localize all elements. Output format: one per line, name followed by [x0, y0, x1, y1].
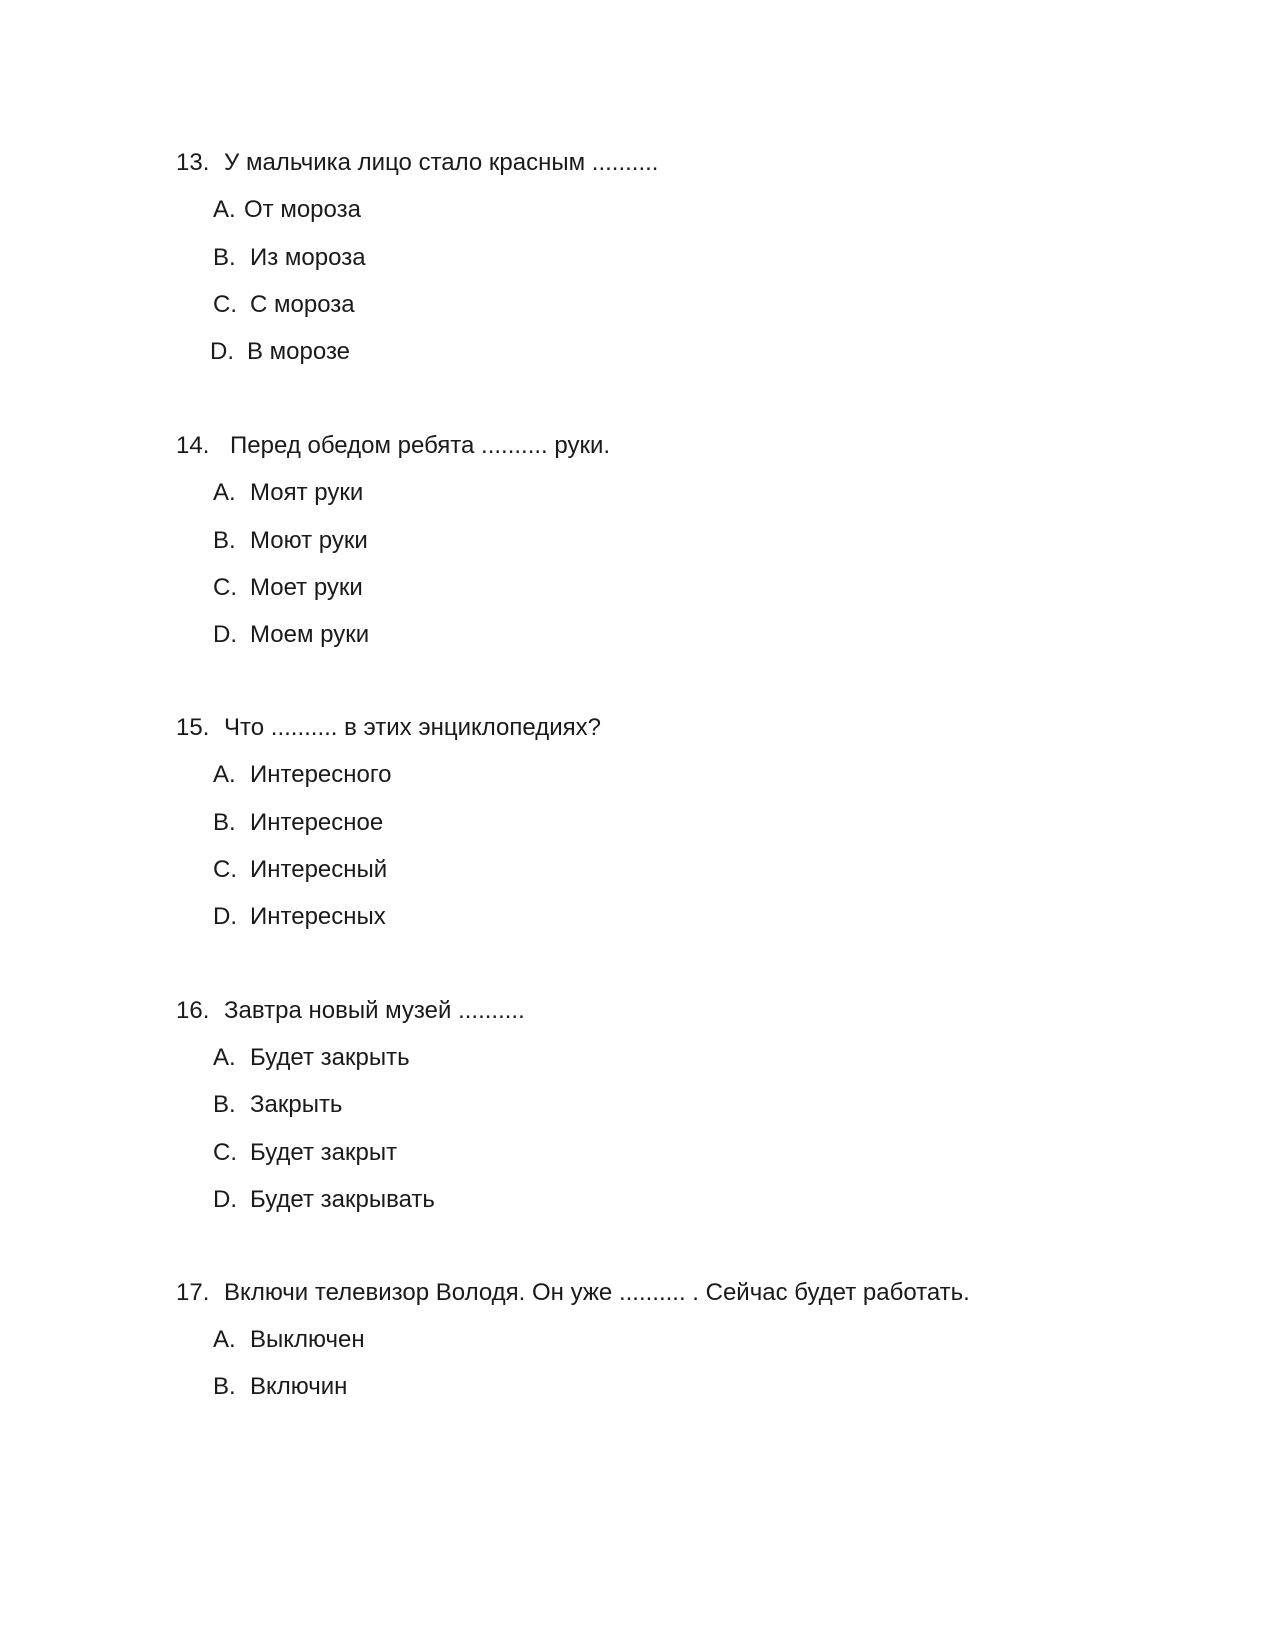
option-text: Интересного: [250, 761, 392, 788]
option-b[interactable]: [213, 1090, 342, 1120]
option-text: Закрыть: [250, 1091, 343, 1118]
question-text: Перед обедом ребята .......... руки.: [230, 432, 611, 459]
option-letter: C.: [213, 856, 237, 883]
question-text: Включи телевизор Володя. Он уже .......... . Сейчас будет работать.: [224, 1279, 970, 1306]
option-a[interactable]: [213, 195, 361, 225]
question-stem: [176, 148, 658, 178]
option-text: Интересное: [250, 809, 384, 836]
option-text: Моят руки: [250, 479, 364, 506]
option-text: Будет закрыть: [250, 1044, 410, 1071]
option-letter: A.: [213, 1044, 236, 1071]
option-text: Будет закрывать: [250, 1186, 435, 1213]
option-a[interactable]: [213, 1325, 365, 1355]
option-d[interactable]: [213, 620, 369, 650]
option-b[interactable]: [213, 1372, 347, 1402]
option-text: Моет руки: [250, 574, 363, 601]
option-letter: C.: [213, 1139, 237, 1166]
option-letter: B.: [213, 809, 236, 836]
option-c[interactable]: [213, 1138, 397, 1168]
option-text: Интересных: [250, 903, 386, 930]
option-text: Моем руки: [250, 621, 370, 648]
option-c[interactable]: [213, 290, 355, 320]
option-text: Включин: [250, 1373, 348, 1400]
option-d[interactable]: [210, 337, 350, 367]
option-d[interactable]: [213, 1185, 435, 1215]
question-stem: [176, 431, 610, 461]
option-letter: A.: [213, 761, 236, 788]
option-letter: B.: [213, 1373, 236, 1400]
option-text: Выключен: [250, 1326, 365, 1353]
option-d[interactable]: [213, 902, 386, 932]
question-stem: [176, 1278, 970, 1308]
option-letter: A.: [213, 479, 236, 506]
option-letter: B.: [213, 527, 236, 554]
question-number: 17.: [176, 1279, 210, 1306]
option-text: В морозе: [247, 338, 351, 365]
option-letter: D.: [210, 338, 234, 365]
option-letter: D.: [213, 903, 237, 930]
question-number: 15.: [176, 714, 210, 741]
option-text: От мороза: [244, 196, 361, 223]
option-c[interactable]: [213, 855, 387, 885]
option-text: Будет закрыт: [250, 1139, 398, 1166]
option-letter: A.: [213, 1326, 236, 1353]
option-b[interactable]: [213, 808, 383, 838]
question-stem: [176, 713, 601, 743]
question-text: Что .......... в этих энциклопедиях?: [224, 714, 601, 741]
option-letter: A.: [213, 196, 236, 223]
option-letter: D.: [213, 1186, 237, 1213]
option-c[interactable]: [213, 573, 363, 603]
option-a[interactable]: [213, 478, 363, 508]
question-text: Завтра новый музей ..........: [224, 997, 525, 1024]
question-number: 16.: [176, 997, 210, 1024]
option-letter: B.: [213, 1091, 236, 1118]
question-number: 14.: [176, 432, 210, 459]
option-b[interactable]: [213, 243, 366, 273]
option-letter: C.: [213, 574, 237, 601]
question-number: 13.: [176, 149, 210, 176]
option-text: Моют руки: [250, 527, 368, 554]
option-letter: D.: [213, 621, 237, 648]
option-letter: B.: [213, 244, 236, 271]
option-text: Из мороза: [250, 244, 366, 271]
question-text: У мальчика лицо стало красным ..........: [224, 149, 659, 176]
option-letter: C.: [213, 291, 237, 318]
option-text: С мороза: [250, 291, 355, 318]
option-a[interactable]: [213, 1043, 410, 1073]
question-stem: [176, 996, 525, 1026]
option-a[interactable]: [213, 760, 391, 790]
option-text: Интересный: [250, 856, 388, 883]
option-b[interactable]: [213, 526, 368, 556]
